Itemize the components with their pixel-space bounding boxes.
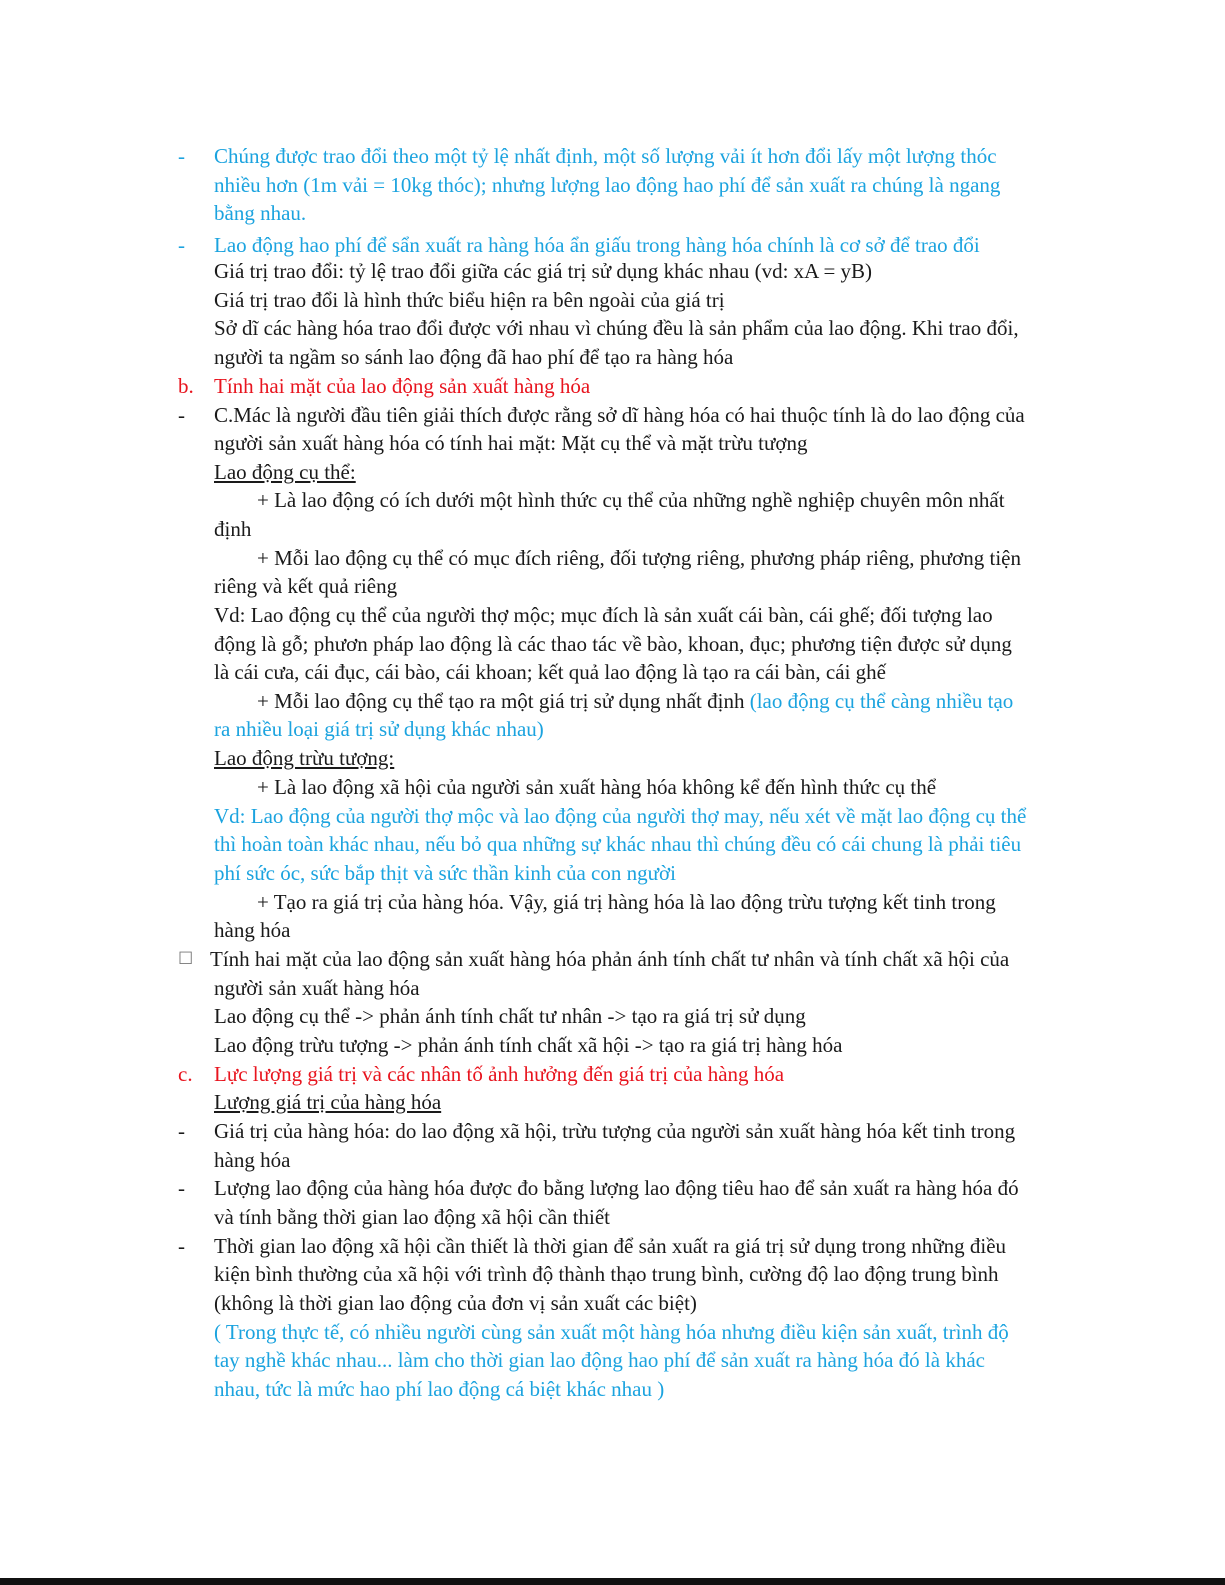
text-segment: + Mỗi lao động cụ thể tạo ra một giá trị sử dụng nhất định [257, 689, 750, 713]
bullet-dash: - [178, 1234, 185, 1258]
text-line: Sở dĩ các hàng hóa trao đổi được với nhau vì chúng đều là sản phẩm của lao động. Khi trao đổi, [214, 316, 1019, 340]
text-line: là cái cưa, cái đục, cái bào, cái khoan; kết quả lao động là tạo ra cái bàn, cái ghế [214, 660, 886, 684]
bullet-dash: - [178, 144, 185, 168]
heading-marker-b: b. [178, 374, 194, 398]
subheading-value-magnitude: Lượng giá trị của hàng hóa [214, 1090, 442, 1114]
text-line: Giá trị trao đổi: tỷ lệ trao đổi giữa các giá trị sử dụng khác nhau (vd: xA = yB) [214, 259, 873, 283]
text-line: Lao động cụ thể -> phản ánh tính chất tư nhân -> tạo ra giá trị sử dụng [214, 1004, 806, 1028]
text-line: Tính hai mặt của lao động sản xuất hàng hóa phản ánh tính chất tư nhân và tính chất xã hội của [210, 947, 1010, 971]
text-line: Giá trị của hàng hóa: do lao động xã hội, trừu tượng của người sản xuất hàng hóa kết tinh trong [214, 1119, 1016, 1143]
subheading-abstract-labor: Lao động trừu tượng: [214, 746, 395, 770]
text-line: phí sức óc, sức bắp thịt và sức thần kinh của con người [214, 861, 676, 885]
text-line: + Là lao động có ích dưới một hình thức cụ thể của những nghề nghiệp chuyên môn nhất [257, 488, 1005, 512]
text-line: riêng và kết quả riêng [214, 574, 398, 598]
text-line: + Tạo ra giá trị của hàng hóa. Vậy, giá trị hàng hóa là lao động trừu tượng kết tinh trong [257, 890, 996, 914]
subheading-concrete-labor: Lao động cụ thể: [214, 460, 356, 484]
bullet-dash: - [178, 233, 185, 257]
text-line: kiện bình thường của xã hội với trình độ thành thạo trung bình, cường độ lao động trung bình [214, 1262, 999, 1286]
box-bullet-icon: ☐ [178, 949, 194, 968]
text-line: người sản xuất hàng hóa [214, 976, 420, 1000]
text-line: Chúng được trao đổi theo một tỷ lệ nhất định, một số lượng vải ít hơn đổi lấy một lượng thóc [214, 144, 997, 168]
heading-marker-c: c. [178, 1062, 193, 1086]
page-bottom-edge [0, 1578, 1225, 1585]
text-line: Giá trị trao đổi là hình thức biểu hiện ra bên ngoài của giá trị [214, 288, 725, 312]
text-line: (không là thời gian lao động của đơn vị sản xuất các biệt) [214, 1291, 697, 1315]
text-line [257, 687, 1013, 715]
text-line: hàng hóa [214, 1148, 291, 1172]
text-line: Lao động hao phí để sẩn xuất ra hàng hóa ẩn giấu trong hàng hóa chính là cơ sở để trao đổi [214, 233, 980, 257]
text-line: Thời gian lao động xã hội cần thiết là thời gian để sản xuất ra giá trị sử dụng trong những điều [214, 1234, 1007, 1258]
text-line: và tính bằng thời gian lao động xã hội cần thiết [214, 1205, 611, 1229]
bullet-dash: - [178, 1119, 185, 1143]
text-line: người sản xuất hàng hóa có tính hai mặt: Mặt cụ thể và mặt trừu tượng [214, 431, 808, 455]
text-line: người ta ngầm so sánh lao động đã hao phí để tạo ra hàng hóa [214, 345, 734, 369]
text-line: tay nghề khác nhau... làm cho thời gian lao động hao phí để sản xuất ra hàng hóa đó là khác [214, 1348, 985, 1372]
text-line: nhiều hơn (1m vải = 10kg thóc); nhưng lượng lao động hao phí để sản xuất ra chúng là ngang [214, 173, 1001, 197]
bullet-dash: - [178, 1176, 185, 1200]
text-line: ra nhiều loại giá trị sử dụng khác nhau) [214, 717, 544, 741]
text-line: + Là lao động xã hội của người sản xuất hàng hóa không kể đến hình thức cụ thể [257, 775, 937, 799]
text-line: động là gỗ; phươn pháp lao động là các thao tác về bào, khoan, đục; phương tiện được sử dụng [214, 632, 1012, 656]
text-line: định [214, 517, 252, 541]
section-heading-c: Lực lượng giá trị và các nhân tố ảnh hưởng đến giá trị của hàng hóa [214, 1062, 785, 1086]
text-line: Lượng lao động của hàng hóa được đo bằng lượng lao động tiêu hao để sản xuất ra hàng hóa đó [214, 1176, 1019, 1200]
text-line: ( Trong thực tế, có nhiều người cùng sản xuất một hàng hóa nhưng điều kiện sản xuất, trình độ [214, 1320, 1009, 1344]
text-line: C.Mác là người đầu tiên giải thích được rằng sở dĩ hàng hóa có hai thuộc tính là do lao động của [214, 403, 1025, 427]
text-line: thì hoàn toàn khác nhau, nếu bỏ qua những sự khác nhau thì chúng đều có cái chung là phải tiêu [214, 832, 1022, 856]
bullet-dash: - [178, 403, 185, 427]
section-heading-b: Tính hai mặt của lao động sản xuất hàng hóa [214, 374, 591, 398]
text-line: Vd: Lao động của người thợ mộc và lao động của người thợ may, nếu xét về mặt lao động cụ thể [214, 804, 1027, 828]
text-line: hàng hóa [214, 918, 291, 942]
text-line: nhau, tức là mức hao phí lao động cá biệt khác nhau ) [214, 1377, 665, 1401]
text-segment-note: (lao động cụ thể càng nhiều tạo [749, 689, 1014, 713]
text-line: Vd: Lao động cụ thể của người thợ mộc; mục đích là sản xuất cái bàn, cái ghế; đối tượng lao [214, 603, 993, 627]
text-line: + Mỗi lao động cụ thể có mục đích riêng, đối tượng riêng, phương pháp riêng, phương tiện [257, 546, 1021, 570]
text-line: Lao động trừu tượng -> phản ánh tính chất xã hội -> tạo ra giá trị hàng hóa [214, 1033, 843, 1057]
text-line: bằng nhau. [214, 201, 307, 225]
